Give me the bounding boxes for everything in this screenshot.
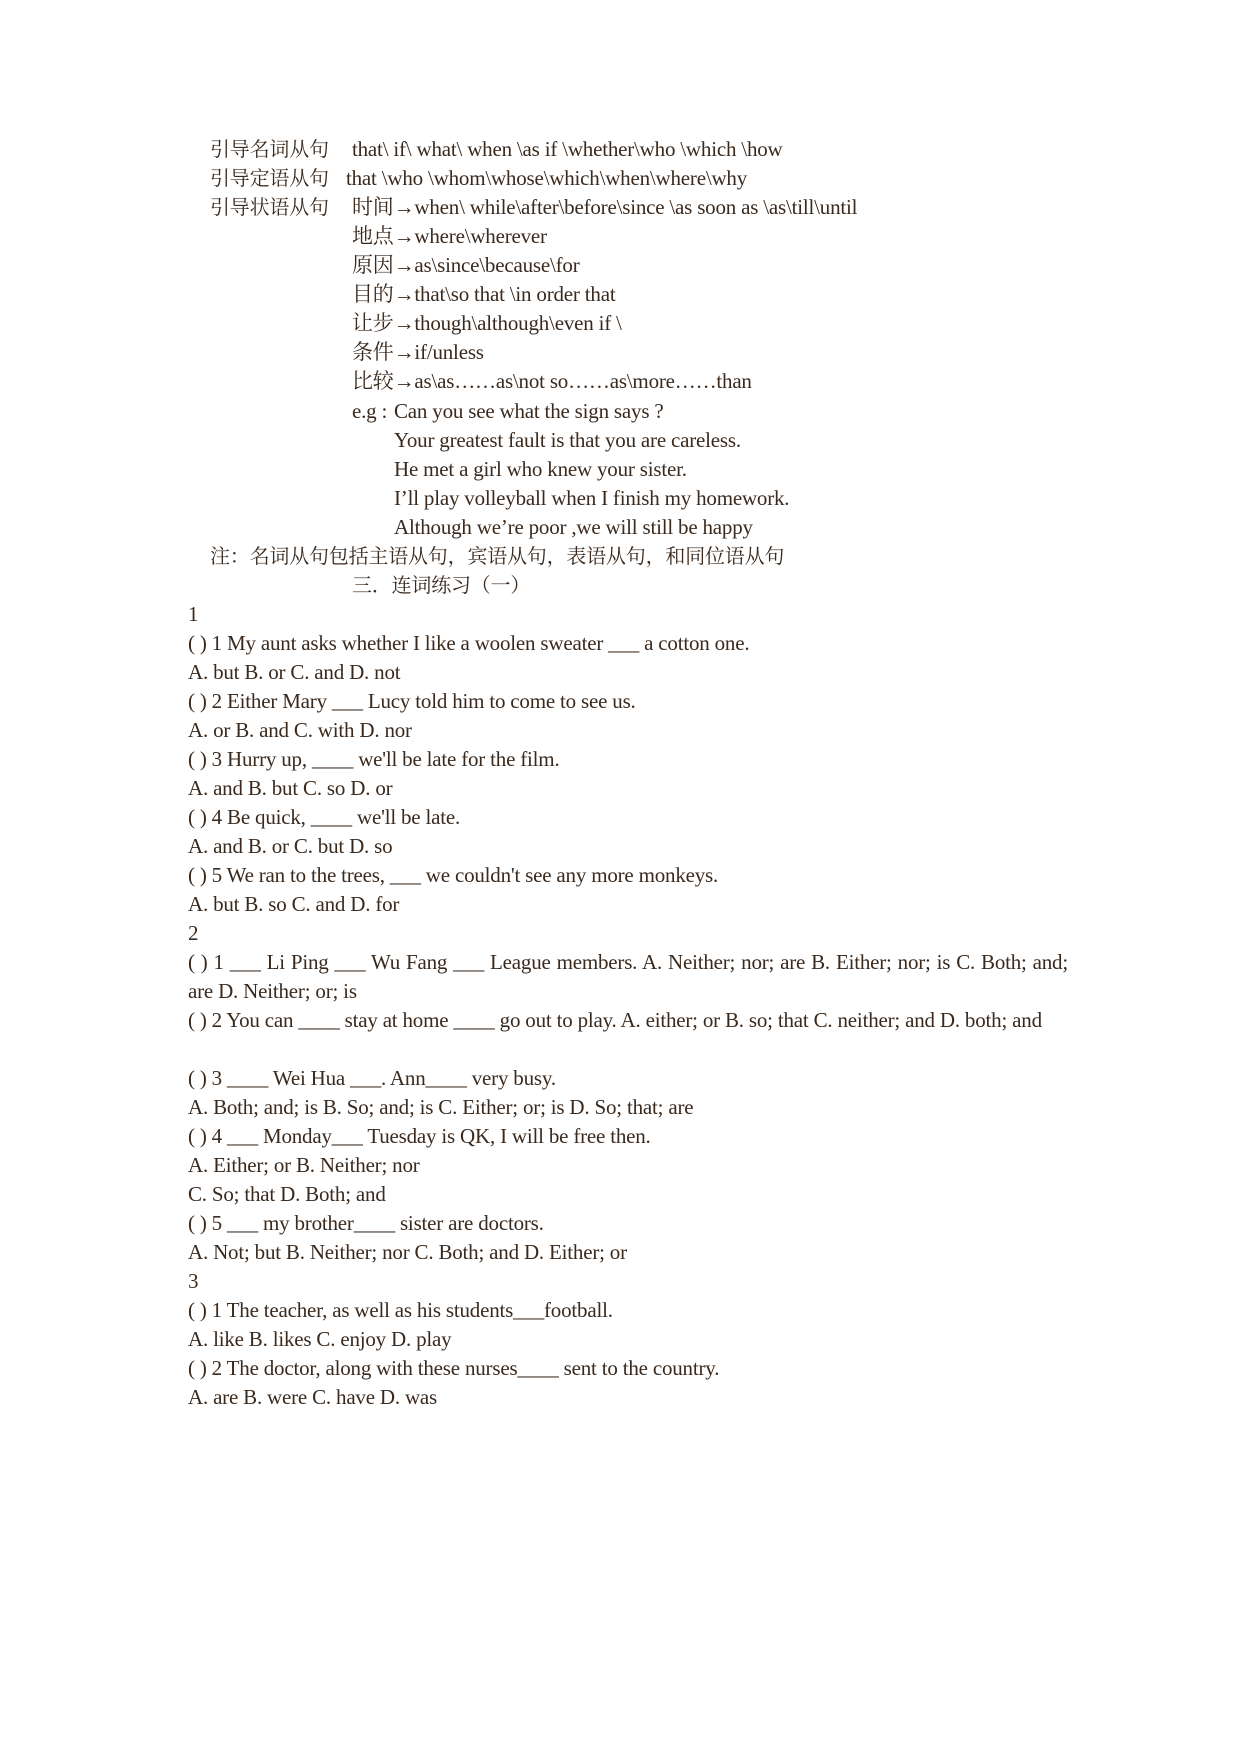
answer-options: A. but B. or C. and D. not [188,660,401,684]
answer-options: A. and B. but C. so D. or [188,776,393,800]
answer-options: A. or B. and C. with D. nor [188,718,412,742]
answer-options: A. Both; and; is B. So; and; is C. Either; or; is D. So; that; are [188,1095,694,1119]
question: ( ) 2 You can ____ stay at home ____ go out to play. A. either; or B. so; that C. neither; and D. both; and [188,1008,1042,1032]
answer-options: A. Not; but B. Neither; nor C. Both; and D. Either; or [188,1240,627,1264]
example-sentence: He met a girl who knew your sister. [394,457,687,481]
attributive-clause-words: that \who \whom\whose\which\when\where\why [346,166,748,190]
example-sentence: I’ll play volleyball when I finish my homework. [394,486,790,510]
answer-options: A. like B. likes C. enjoy D. play [188,1327,452,1351]
noun-clause-label: 引导名词从句 [210,137,329,161]
question: ( ) 5 We ran to the trees, ___ we couldn't see any more monkeys. [188,863,719,887]
group-number: 1 [188,602,199,626]
attributive-clause-label: 引导定语从句 [210,166,329,190]
note: 注：名词从句包括主语从句，宾语从句，表语从句，和同位语从句 [210,544,785,568]
adverbial-purpose: 目的→that\so that \in order that [352,282,616,306]
question: ( ) 1 ___ Li Ping ___ Wu Fang ___ League members. A. Neither; nor; are B. Either; nor; is C. Both; and; are D. Neither; or; is [188,950,1068,1003]
example-sentence: Although we’re poor ,we will still be happy [394,515,753,539]
adverbial-concession: 让步→though\although\even if \ [352,311,622,335]
example-sentence: Your greatest fault is that you are careless. [394,428,741,452]
question: ( ) 2 Either Mary ___ Lucy told him to come to see us. [188,689,636,713]
adverbial-time: 时间→when\ while\after\before\since \as soon as \as\till\until [352,195,858,219]
noun-clause-words: that\ if\ what\ when \as if \whether\who \which \how [352,137,783,161]
group-number: 3 [188,1269,199,1293]
answer-options: C. So; that D. Both; and [188,1182,386,1206]
adverbial-clause-label: 引导状语从句 [210,195,329,219]
question: ( ) 4 ___ Monday___ Tuesday is QK, I will be free then. [188,1124,651,1148]
question: ( ) 1 My aunt asks whether I like a woolen sweater ___ a cotton one. [188,631,750,655]
question: ( ) 2 The doctor, along with these nurses____ sent to the country. [188,1356,720,1380]
adverbial-comparison: 比较→as\as……as\not so……as\more……than [352,369,752,393]
adverbial-condition: 条件→if/unless [352,340,484,364]
question: ( ) 3 ____ Wei Hua ___. Ann____ very busy. [188,1066,556,1090]
question: ( ) 1 The teacher, as well as his students___football. [188,1298,613,1322]
answer-options: A. but B. so C. and D. for [188,892,400,916]
answer-options: A. Either; or B. Neither; nor [188,1153,420,1177]
answer-options: A. are B. were C. have D. was [188,1385,438,1409]
section-title: 三．连词练习（一） [352,573,531,597]
question: ( ) 3 Hurry up, ____ we'll be late for the film. [188,747,560,771]
answer-options: A. and B. or C. but D. so [188,834,393,858]
question: ( ) 5 ___ my brother____ sister are doctors. [188,1211,544,1235]
example-label: e.g : [352,399,388,423]
adverbial-reason: 原因→as\since\because\for [352,253,580,277]
group-number: 2 [188,921,199,945]
example-sentence: Can you see what the sign says ? [394,399,664,423]
adverbial-place: 地点→where\wherever [352,224,547,248]
question: ( ) 4 Be quick, ____ we'll be late. [188,805,461,829]
